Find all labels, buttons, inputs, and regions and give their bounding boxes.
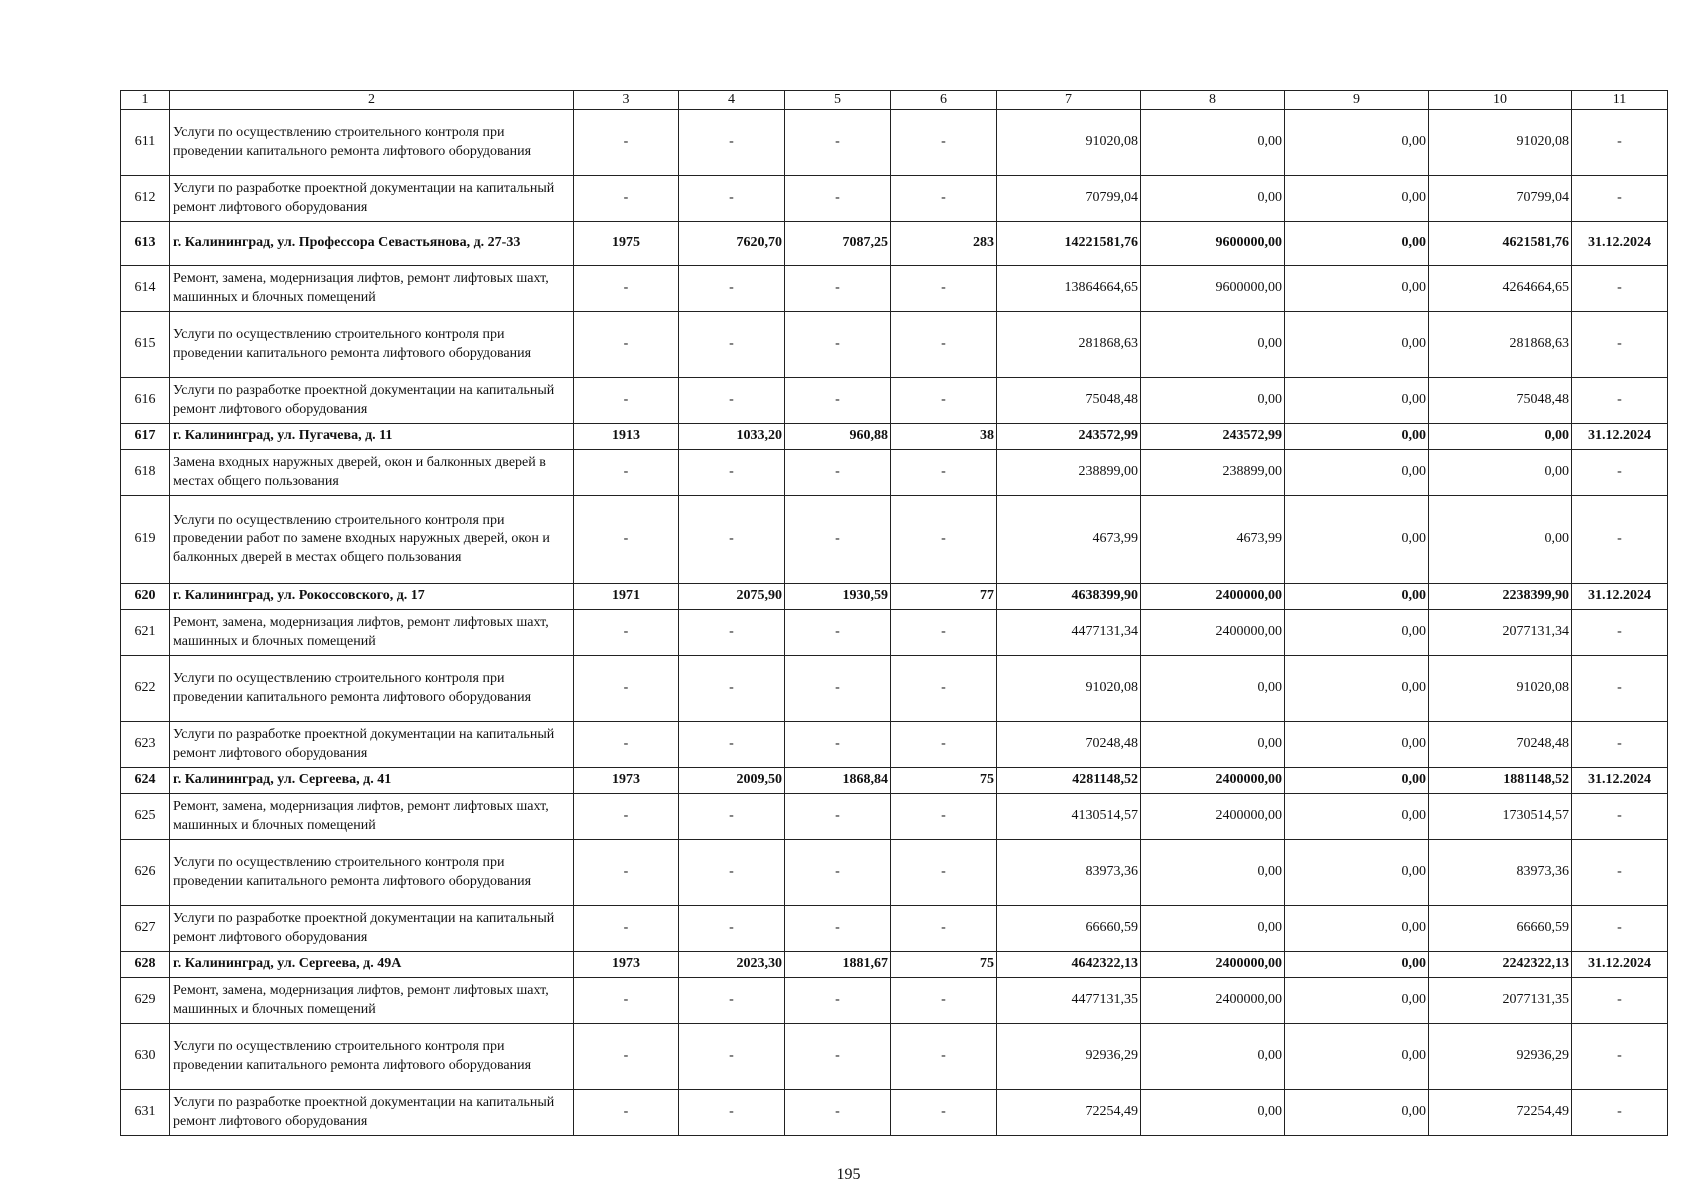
column-6-cell: -: [891, 496, 997, 584]
column-10-cell: 4264664,65: [1429, 266, 1572, 312]
address-row: [121, 222, 1668, 266]
column-9-cell: 0,00: [1285, 584, 1429, 610]
column-4-cell: -: [679, 610, 785, 656]
column-10-cell: 70248,48: [1429, 722, 1572, 768]
work-item-row: [121, 840, 1668, 906]
row-number-cell: 619: [121, 496, 170, 584]
year-cell: -: [574, 978, 679, 1024]
year-cell: -: [574, 378, 679, 424]
column-5-cell: -: [785, 378, 891, 424]
row-number-cell: 631: [121, 1090, 170, 1136]
column-6-cell: 75: [891, 952, 997, 978]
description-cell: Ремонт, замена, модернизация лифтов, ремонт лифтовых шахт, машинных и блочных помещений: [170, 266, 574, 312]
column-5-cell: -: [785, 722, 891, 768]
year-cell: -: [574, 906, 679, 952]
address-row: [121, 584, 1668, 610]
description-cell: Услуги по осуществлению строительного контроля при проведении капитального ремонта лифтового оборудования: [170, 110, 574, 176]
column-5-cell: -: [785, 312, 891, 378]
column-8-cell: 243572,99: [1141, 424, 1285, 450]
description-cell: Услуги по осуществлению строительного контроля при проведении капитального ремонта лифтового оборудования: [170, 840, 574, 906]
deadline-cell: -: [1572, 1024, 1668, 1090]
description-cell: Замена входных наружных дверей, окон и балконных дверей в местах общего пользования: [170, 450, 574, 496]
row-number-cell: 627: [121, 906, 170, 952]
column-number-header: 6: [891, 91, 997, 110]
column-7-cell: 4281148,52: [997, 768, 1141, 794]
work-item-row: [121, 656, 1668, 722]
column-10-cell: 2077131,35: [1429, 978, 1572, 1024]
column-7-cell: 4477131,34: [997, 610, 1141, 656]
column-7-cell: 243572,99: [997, 424, 1141, 450]
column-9-cell: 0,00: [1285, 768, 1429, 794]
row-number-cell: 611: [121, 110, 170, 176]
address-row: [121, 768, 1668, 794]
column-7-cell: 91020,08: [997, 110, 1141, 176]
column-6-cell: -: [891, 794, 997, 840]
deadline-cell: -: [1572, 656, 1668, 722]
column-7-cell: 70799,04: [997, 176, 1141, 222]
deadline-cell: 31.12.2024: [1572, 768, 1668, 794]
column-5-cell: 1868,84: [785, 768, 891, 794]
row-number-cell: 620: [121, 584, 170, 610]
work-item-row: [121, 978, 1668, 1024]
deadline-cell: -: [1572, 450, 1668, 496]
year-cell: -: [574, 1090, 679, 1136]
column-4-cell: -: [679, 496, 785, 584]
row-number-cell: 623: [121, 722, 170, 768]
description-cell: г. Калининград, ул. Сергеева, д. 49А: [170, 952, 574, 978]
column-7-cell: 13864664,65: [997, 266, 1141, 312]
column-number-header: 1: [121, 91, 170, 110]
deadline-cell: -: [1572, 794, 1668, 840]
column-number-header: 7: [997, 91, 1141, 110]
description-cell: Услуги по разработке проектной документации на капитальный ремонт лифтового оборудования: [170, 1090, 574, 1136]
year-cell: -: [574, 176, 679, 222]
column-8-cell: 9600000,00: [1141, 266, 1285, 312]
row-number-cell: 626: [121, 840, 170, 906]
deadline-cell: 31.12.2024: [1572, 584, 1668, 610]
column-9-cell: 0,00: [1285, 312, 1429, 378]
column-7-cell: 75048,48: [997, 378, 1141, 424]
column-8-cell: 2400000,00: [1141, 952, 1285, 978]
work-item-row: [121, 266, 1668, 312]
row-number-cell: 628: [121, 952, 170, 978]
column-number-header: 5: [785, 91, 891, 110]
column-6-cell: -: [891, 1090, 997, 1136]
column-4-cell: 2075,90: [679, 584, 785, 610]
work-item-row: [121, 722, 1668, 768]
page-number: 195: [836, 1166, 861, 1183]
year-cell: -: [574, 840, 679, 906]
column-8-cell: 2400000,00: [1141, 584, 1285, 610]
column-4-cell: 7620,70: [679, 222, 785, 266]
column-5-cell: -: [785, 610, 891, 656]
column-8-cell: 0,00: [1141, 656, 1285, 722]
column-9-cell: 0,00: [1285, 794, 1429, 840]
year-cell: -: [574, 1024, 679, 1090]
column-9-cell: 0,00: [1285, 110, 1429, 176]
column-10-cell: 70799,04: [1429, 176, 1572, 222]
column-9-cell: 0,00: [1285, 978, 1429, 1024]
column-number-header: 11: [1572, 91, 1668, 110]
column-8-cell: 2400000,00: [1141, 794, 1285, 840]
column-6-cell: 75: [891, 768, 997, 794]
column-10-cell: 72254,49: [1429, 1090, 1572, 1136]
column-4-cell: -: [679, 794, 785, 840]
work-item-row: [121, 610, 1668, 656]
column-8-cell: 0,00: [1141, 312, 1285, 378]
row-number-cell: 630: [121, 1024, 170, 1090]
year-cell: 1913: [574, 424, 679, 450]
column-number-header: 4: [679, 91, 785, 110]
column-6-cell: -: [891, 722, 997, 768]
description-cell: Ремонт, замена, модернизация лифтов, ремонт лифтовых шахт, машинных и блочных помещений: [170, 794, 574, 840]
description-cell: Услуги по осуществлению строительного контроля при проведении капитального ремонта лифтового оборудования: [170, 1024, 574, 1090]
column-6-cell: -: [891, 610, 997, 656]
column-5-cell: -: [785, 906, 891, 952]
deadline-cell: 31.12.2024: [1572, 222, 1668, 266]
description-cell: г. Калининград, ул. Пугачева, д. 11: [170, 424, 574, 450]
column-6-cell: -: [891, 312, 997, 378]
column-4-cell: -: [679, 312, 785, 378]
description-cell: Услуги по осуществлению строительного контроля при проведении капитального ремонта лифтового оборудования: [170, 656, 574, 722]
column-7-cell: 91020,08: [997, 656, 1141, 722]
row-number-cell: 622: [121, 656, 170, 722]
column-10-cell: 75048,48: [1429, 378, 1572, 424]
column-4-cell: -: [679, 1090, 785, 1136]
description-cell: г. Калининград, ул. Сергеева, д. 41: [170, 768, 574, 794]
column-7-cell: 4130514,57: [997, 794, 1141, 840]
column-4-cell: -: [679, 450, 785, 496]
deadline-cell: -: [1572, 312, 1668, 378]
address-row: [121, 424, 1668, 450]
column-9-cell: 0,00: [1285, 840, 1429, 906]
column-9-cell: 0,00: [1285, 496, 1429, 584]
year-cell: -: [574, 496, 679, 584]
row-number-cell: 621: [121, 610, 170, 656]
column-7-cell: 238899,00: [997, 450, 1141, 496]
description-cell: Услуги по разработке проектной документации на капитальный ремонт лифтового оборудования: [170, 176, 574, 222]
column-number-header: 9: [1285, 91, 1429, 110]
deadline-cell: -: [1572, 840, 1668, 906]
column-6-cell: -: [891, 656, 997, 722]
column-5-cell: 7087,25: [785, 222, 891, 266]
column-10-cell: 2242322,13: [1429, 952, 1572, 978]
year-cell: -: [574, 450, 679, 496]
deadline-cell: -: [1572, 176, 1668, 222]
column-8-cell: 0,00: [1141, 176, 1285, 222]
column-10-cell: 91020,08: [1429, 110, 1572, 176]
column-5-cell: -: [785, 978, 891, 1024]
column-10-cell: 66660,59: [1429, 906, 1572, 952]
row-number-cell: 615: [121, 312, 170, 378]
column-10-cell: 1730514,57: [1429, 794, 1572, 840]
year-cell: 1973: [574, 952, 679, 978]
row-number-cell: 613: [121, 222, 170, 266]
column-number-header: 2: [170, 91, 574, 110]
column-5-cell: 960,88: [785, 424, 891, 450]
column-5-cell: -: [785, 794, 891, 840]
column-6-cell: -: [891, 176, 997, 222]
year-cell: -: [574, 266, 679, 312]
column-9-cell: 0,00: [1285, 424, 1429, 450]
column-9-cell: 0,00: [1285, 722, 1429, 768]
row-number-cell: 616: [121, 378, 170, 424]
column-10-cell: 2238399,90: [1429, 584, 1572, 610]
column-8-cell: 2400000,00: [1141, 768, 1285, 794]
column-7-cell: 4642322,13: [997, 952, 1141, 978]
column-4-cell: -: [679, 1024, 785, 1090]
deadline-cell: -: [1572, 378, 1668, 424]
column-9-cell: 0,00: [1285, 378, 1429, 424]
deadline-cell: 31.12.2024: [1572, 424, 1668, 450]
column-10-cell: 0,00: [1429, 450, 1572, 496]
work-item-row: [121, 312, 1668, 378]
row-number-cell: 612: [121, 176, 170, 222]
column-7-cell: 66660,59: [997, 906, 1141, 952]
column-5-cell: -: [785, 110, 891, 176]
column-5-cell: -: [785, 450, 891, 496]
column-6-cell: -: [891, 378, 997, 424]
description-cell: Услуги по осуществлению строительного контроля при проведении капитального ремонта лифтового оборудования: [170, 312, 574, 378]
column-6-cell: -: [891, 978, 997, 1024]
column-4-cell: -: [679, 110, 785, 176]
column-4-cell: -: [679, 906, 785, 952]
repair-schedule-table: [120, 90, 1668, 1136]
column-7-cell: 70248,48: [997, 722, 1141, 768]
work-item-row: [121, 1024, 1668, 1090]
column-4-cell: 2009,50: [679, 768, 785, 794]
year-cell: -: [574, 110, 679, 176]
year-cell: -: [574, 610, 679, 656]
column-4-cell: -: [679, 656, 785, 722]
column-10-cell: 2077131,34: [1429, 610, 1572, 656]
column-8-cell: 9600000,00: [1141, 222, 1285, 266]
column-6-cell: -: [891, 1024, 997, 1090]
year-cell: -: [574, 722, 679, 768]
deadline-cell: -: [1572, 906, 1668, 952]
column-10-cell: 4621581,76: [1429, 222, 1572, 266]
work-item-row: [121, 1090, 1668, 1136]
column-4-cell: -: [679, 840, 785, 906]
column-10-cell: 92936,29: [1429, 1024, 1572, 1090]
column-9-cell: 0,00: [1285, 450, 1429, 496]
column-10-cell: 0,00: [1429, 424, 1572, 450]
column-8-cell: 0,00: [1141, 1090, 1285, 1136]
year-cell: 1973: [574, 768, 679, 794]
work-item-row: [121, 496, 1668, 584]
column-9-cell: 0,00: [1285, 1024, 1429, 1090]
column-8-cell: 0,00: [1141, 110, 1285, 176]
column-5-cell: -: [785, 1090, 891, 1136]
row-number-cell: 625: [121, 794, 170, 840]
description-cell: Услуги по разработке проектной документации на капитальный ремонт лифтового оборудования: [170, 722, 574, 768]
column-9-cell: 0,00: [1285, 176, 1429, 222]
column-4-cell: -: [679, 176, 785, 222]
deadline-cell: -: [1572, 978, 1668, 1024]
column-9-cell: 0,00: [1285, 222, 1429, 266]
column-8-cell: 0,00: [1141, 906, 1285, 952]
year-cell: -: [574, 656, 679, 722]
row-number-cell: 618: [121, 450, 170, 496]
deadline-cell: -: [1572, 266, 1668, 312]
column-6-cell: 38: [891, 424, 997, 450]
year-cell: -: [574, 794, 679, 840]
column-6-cell: -: [891, 906, 997, 952]
column-6-cell: 77: [891, 584, 997, 610]
column-9-cell: 0,00: [1285, 656, 1429, 722]
column-5-cell: -: [785, 496, 891, 584]
column-7-cell: 4673,99: [997, 496, 1141, 584]
description-cell: г. Калининград, ул. Профессора Севастьянова, д. 27-33: [170, 222, 574, 266]
description-cell: Услуги по разработке проектной документации на капитальный ремонт лифтового оборудования: [170, 378, 574, 424]
year-cell: -: [574, 312, 679, 378]
row-number-cell: 629: [121, 978, 170, 1024]
description-cell: г. Калининград, ул. Рокоссовского, д. 17: [170, 584, 574, 610]
column-5-cell: -: [785, 840, 891, 906]
work-item-row: [121, 176, 1668, 222]
column-6-cell: -: [891, 266, 997, 312]
column-7-cell: 4477131,35: [997, 978, 1141, 1024]
column-7-cell: 83973,36: [997, 840, 1141, 906]
deadline-cell: -: [1572, 722, 1668, 768]
column-10-cell: 0,00: [1429, 496, 1572, 584]
column-10-cell: 91020,08: [1429, 656, 1572, 722]
column-9-cell: 0,00: [1285, 1090, 1429, 1136]
deadline-cell: -: [1572, 110, 1668, 176]
work-item-row: [121, 794, 1668, 840]
description-cell: Услуги по разработке проектной документации на капитальный ремонт лифтового оборудования: [170, 906, 574, 952]
column-4-cell: 1033,20: [679, 424, 785, 450]
row-number-cell: 617: [121, 424, 170, 450]
year-cell: 1971: [574, 584, 679, 610]
column-5-cell: 1930,59: [785, 584, 891, 610]
column-8-cell: 0,00: [1141, 1024, 1285, 1090]
column-8-cell: 238899,00: [1141, 450, 1285, 496]
column-6-cell: -: [891, 840, 997, 906]
description-cell: Услуги по осуществлению строительного контроля при проведении работ по замене входных наружных дверей, окон и балконных дверей в местах общего пользования: [170, 496, 574, 584]
work-item-row: [121, 450, 1668, 496]
column-10-cell: 1881148,52: [1429, 768, 1572, 794]
column-9-cell: 0,00: [1285, 952, 1429, 978]
column-number-header: 10: [1429, 91, 1572, 110]
column-8-cell: 2400000,00: [1141, 610, 1285, 656]
column-4-cell: -: [679, 978, 785, 1024]
column-9-cell: 0,00: [1285, 906, 1429, 952]
column-9-cell: 0,00: [1285, 266, 1429, 312]
description-cell: Ремонт, замена, модернизация лифтов, ремонт лифтовых шахт, машинных и блочных помещений: [170, 978, 574, 1024]
work-item-row: [121, 110, 1668, 176]
deadline-cell: 31.12.2024: [1572, 952, 1668, 978]
column-9-cell: 0,00: [1285, 610, 1429, 656]
column-7-cell: 92936,29: [997, 1024, 1141, 1090]
column-4-cell: -: [679, 722, 785, 768]
column-5-cell: -: [785, 656, 891, 722]
deadline-cell: -: [1572, 496, 1668, 584]
column-8-cell: 0,00: [1141, 378, 1285, 424]
address-row: [121, 952, 1668, 978]
column-number-header-row: [121, 91, 1668, 110]
deadline-cell: -: [1572, 610, 1668, 656]
column-8-cell: 0,00: [1141, 840, 1285, 906]
work-item-row: [121, 378, 1668, 424]
column-7-cell: 281868,63: [997, 312, 1141, 378]
column-7-cell: 72254,49: [997, 1090, 1141, 1136]
deadline-cell: -: [1572, 1090, 1668, 1136]
column-5-cell: -: [785, 1024, 891, 1090]
column-8-cell: 0,00: [1141, 722, 1285, 768]
column-4-cell: -: [679, 266, 785, 312]
column-5-cell: -: [785, 176, 891, 222]
column-10-cell: 83973,36: [1429, 840, 1572, 906]
column-8-cell: 4673,99: [1141, 496, 1285, 584]
description-cell: Ремонт, замена, модернизация лифтов, ремонт лифтовых шахт, машинных и блочных помещений: [170, 610, 574, 656]
work-item-row: [121, 906, 1668, 952]
column-6-cell: 283: [891, 222, 997, 266]
column-6-cell: -: [891, 110, 997, 176]
column-7-cell: 4638399,90: [997, 584, 1141, 610]
year-cell: 1975: [574, 222, 679, 266]
column-number-header: 8: [1141, 91, 1285, 110]
column-5-cell: 1881,67: [785, 952, 891, 978]
column-10-cell: 281868,63: [1429, 312, 1572, 378]
column-4-cell: -: [679, 378, 785, 424]
column-7-cell: 14221581,76: [997, 222, 1141, 266]
row-number-cell: 614: [121, 266, 170, 312]
column-number-header: 3: [574, 91, 679, 110]
column-5-cell: -: [785, 266, 891, 312]
column-4-cell: 2023,30: [679, 952, 785, 978]
column-6-cell: -: [891, 450, 997, 496]
column-8-cell: 2400000,00: [1141, 978, 1285, 1024]
row-number-cell: 624: [121, 768, 170, 794]
